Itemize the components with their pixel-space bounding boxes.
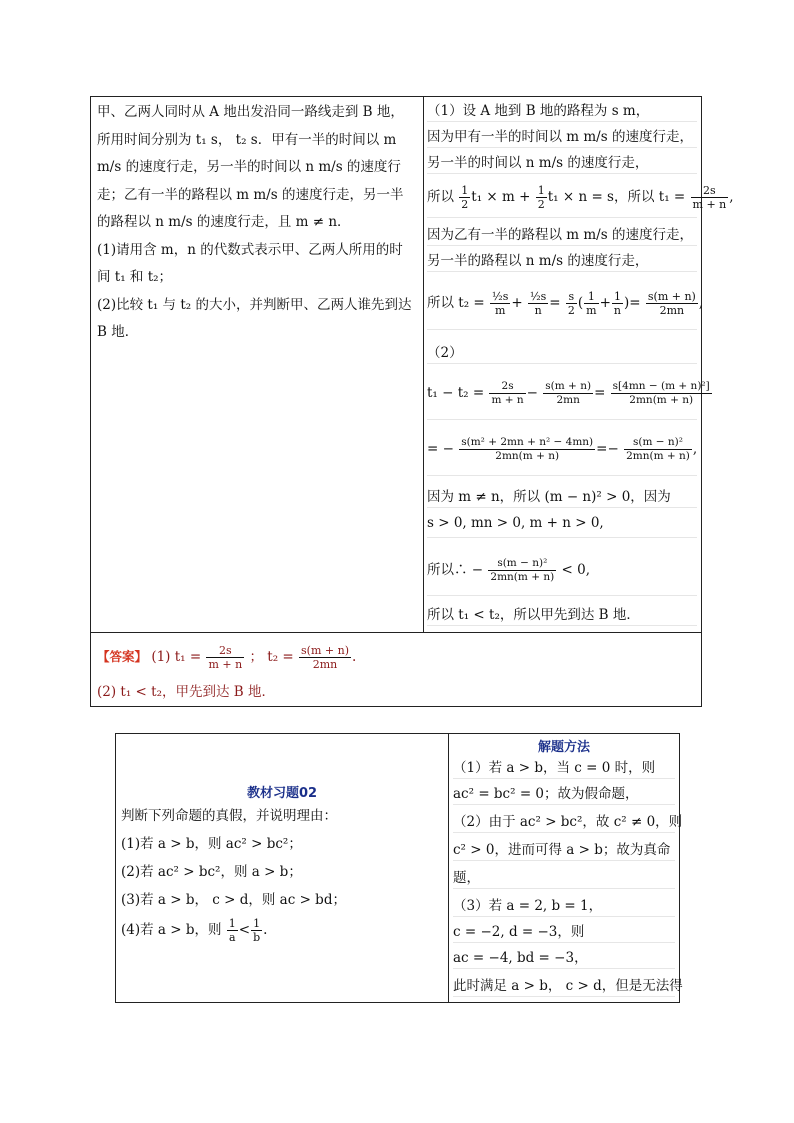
solution-line — [427, 177, 734, 218]
method-line: （3）若 a = 2, b = 1， — [453, 894, 675, 917]
fraction-num: s(m + n) — [301, 644, 349, 657]
fraction — [490, 290, 510, 317]
fraction-den: 2mn — [556, 394, 580, 406]
solution-text: s > 0, mn > 0, m + n > 0, — [427, 515, 604, 531]
operator: − — [607, 441, 619, 457]
fraction — [528, 290, 548, 317]
question-line: 所用时间分别为 t₁ s， t₂ s．甲有一半的时间以 m — [97, 131, 397, 148]
problem-2-table — [115, 733, 683, 1003]
solution-text: t₁ × m + — [471, 189, 531, 205]
fraction-num: 1 — [228, 917, 236, 930]
solution-text: 所以 t₁ < t₂，所以甲先到达 B 地． — [427, 607, 640, 623]
answer-label: 【答案】 — [97, 649, 148, 664]
solution-text: 所以∴ − — [427, 562, 484, 578]
solution-text: 所以 t₂ = — [427, 295, 485, 311]
question-line: (3)若 a > b， c > d，则 ac > bd； — [121, 892, 346, 908]
solution-line — [427, 125, 697, 148]
fraction-num: ½s — [492, 290, 509, 303]
fraction-num: 1 — [537, 184, 545, 197]
solution-text: （1）设 A 地到 B 地的路程为 s m， — [427, 103, 650, 119]
fraction-num: 1 — [612, 290, 623, 304]
fraction-den: 2 — [537, 198, 545, 211]
operator: = — [549, 295, 561, 311]
answer-text: ； t₂ = — [249, 649, 294, 665]
method-line: ac = −4, bd = −3， — [453, 946, 675, 969]
fraction — [251, 917, 262, 944]
punctuation: , — [729, 189, 734, 205]
question-line: (2)比较 t₁ 与 t₂ 的大小，并判断甲、乙两人谁先到达 — [97, 296, 412, 313]
solution-text: 因为乙有一半的路程以 m m/s 的速度行走， — [427, 227, 693, 243]
paren: ( — [577, 295, 584, 311]
operator: − — [526, 385, 538, 401]
fraction — [691, 184, 729, 211]
answer-text: (1) t₁ = — [151, 649, 202, 665]
fraction-den: 2mn(m + n) — [490, 571, 555, 583]
problem-2-title: 教材习题02 — [246, 786, 318, 801]
solution-line — [427, 603, 697, 626]
question-line: 的路程以 n m/s 的速度行走，且 m ≠ n． — [97, 214, 351, 230]
solution-text: < 0, — [561, 562, 590, 578]
question-line: (1)若 a > b，则 ac² > bc²； — [121, 836, 302, 852]
operator: = — [594, 385, 606, 401]
fraction — [489, 380, 525, 407]
solution-text: （2） — [427, 345, 463, 361]
answer-line — [97, 681, 697, 703]
problem-1-question — [97, 99, 419, 347]
fraction — [584, 290, 598, 317]
fraction-den: 2mn(m + n) — [629, 394, 694, 406]
operator: = — [596, 441, 608, 457]
solution-text: 所以 — [427, 189, 454, 205]
fraction-num: s(m² + 2mn + n² − 4mn) — [461, 436, 594, 448]
solution-text: 另一半的路程以 n m/s 的速度行走， — [427, 253, 649, 269]
solution-line — [427, 249, 697, 272]
fraction-den: m — [494, 304, 506, 317]
question-line: 走；乙有一半的路程以 m m/s 的速度行走，另一半 — [97, 186, 404, 203]
operator: < — [238, 922, 251, 938]
question-line: 判断下列命题的真假，并说明理由： — [121, 808, 337, 824]
column-divider — [448, 734, 449, 1002]
solution-line — [427, 99, 697, 122]
column-divider — [423, 97, 424, 632]
fraction-den: a — [229, 931, 236, 944]
fraction — [299, 644, 351, 671]
punctuation: , — [698, 295, 704, 311]
method-line: （2）由于 ac² > bc²，故 c² ≠ 0，则 — [453, 810, 675, 833]
operator: + — [599, 295, 611, 311]
solution-line — [427, 223, 697, 246]
method-line: 题， — [453, 866, 675, 889]
fraction-num: 1 — [251, 917, 262, 931]
solution-line — [427, 485, 697, 508]
solution-line — [427, 545, 697, 596]
fraction — [206, 644, 244, 671]
fraction-den: b — [253, 931, 261, 944]
solution-line — [427, 341, 697, 364]
fraction-num: ½s — [529, 290, 547, 303]
fraction-num: s(m + n) — [545, 380, 592, 392]
fraction — [612, 290, 623, 317]
solution-line — [427, 151, 697, 174]
method-line: 此时满足 a > b， c > d，但是无法得 — [453, 974, 675, 997]
fraction-num: 1 — [461, 184, 469, 197]
question-text: (4)若 a > b，则 — [121, 922, 222, 938]
method-title: 解题方法 — [537, 740, 590, 755]
fraction-den: m — [586, 304, 597, 317]
fraction-num: s[4mn − (m + n)²] — [612, 380, 710, 392]
fraction — [459, 436, 595, 463]
fraction-num: s(m − n)² — [488, 557, 556, 571]
fraction-den: 2 — [461, 198, 469, 211]
fraction — [566, 290, 577, 317]
answer-line — [97, 637, 697, 677]
fraction-num: 2s — [206, 644, 244, 658]
operator: + — [511, 295, 523, 311]
fraction-num: 1 — [584, 290, 598, 304]
fraction — [227, 917, 238, 944]
question-line — [121, 910, 267, 950]
fraction — [536, 184, 547, 211]
fraction-num: 2s — [489, 380, 525, 394]
punctuation: . — [263, 922, 268, 938]
question-line: (2)若 ac² > bc²，则 a > b； — [121, 864, 302, 880]
method-line: ac² = bc² = 0；故为假命题， — [453, 782, 675, 805]
fraction-den: 2mn — [312, 658, 338, 671]
fraction-den: n — [534, 304, 542, 317]
question-line: 甲、乙两人同时从 A 地出发沿同一路线走到 B 地， — [97, 104, 404, 120]
question-line: 间 t₁ 和 t₂； — [97, 269, 173, 285]
fraction-num: s(m − n)² — [624, 436, 692, 450]
method-line: c = −2, d = −3，则 — [453, 920, 675, 943]
operator: = − — [427, 441, 454, 457]
fraction — [611, 380, 712, 407]
solution-line — [427, 277, 704, 330]
problem-1-table — [90, 96, 734, 707]
fraction-den: m + n — [692, 198, 727, 211]
answer-text: (2) t₁ < t₂，甲先到达 B 地． — [97, 684, 275, 700]
question-line: m/s 的速度行走，另一半的时间以 n m/s 的速度行 — [97, 159, 401, 175]
solution-line — [427, 367, 710, 420]
fraction-den: 2mn(m + n) — [495, 450, 560, 462]
solution-text: 因为 m ≠ n，所以 (m − n)² > 0，因为 — [427, 489, 671, 505]
fraction — [646, 290, 698, 317]
fraction-den: 2 — [567, 304, 575, 317]
fraction-den: m + n — [491, 394, 524, 406]
solution-text: t₁ × n = s，所以 t₁ = — [547, 189, 686, 205]
fraction-den: m + n — [208, 658, 243, 671]
solution-text: 因为甲有一半的时间以 m m/s 的速度行走， — [427, 129, 693, 145]
fraction-num: s — [566, 290, 577, 304]
method-line: c² > 0，进而可得 a > b；故为真命 — [453, 838, 675, 861]
paren: ) — [624, 295, 630, 311]
fraction-den: 2mn — [659, 304, 685, 317]
answer-divider — [91, 632, 701, 633]
operator: = — [629, 295, 641, 311]
solution-line — [427, 515, 697, 538]
fraction — [488, 557, 556, 584]
fraction-den: n — [613, 304, 621, 317]
fraction-den: 2mn(m + n) — [626, 450, 690, 462]
fraction-num: s(m + n) — [647, 290, 696, 303]
question-line: B 地． — [97, 324, 139, 340]
punctuation: . — [351, 649, 357, 665]
solution-text: 另一半的时间以 n m/s 的速度行走， — [427, 155, 649, 171]
method-line: （1）若 a > b，当 c = 0 时，则 — [453, 756, 675, 779]
solution-text: t₁ − t₂ = — [427, 385, 485, 401]
fraction-num: 2s — [691, 184, 729, 198]
fraction — [543, 380, 593, 407]
question-line: (1)请用含 m，n 的代数式表示甲、乙两人所用的时 — [97, 241, 403, 258]
solution-line — [427, 423, 697, 476]
punctuation: , — [692, 441, 698, 457]
fraction — [624, 436, 692, 463]
fraction — [459, 184, 470, 211]
